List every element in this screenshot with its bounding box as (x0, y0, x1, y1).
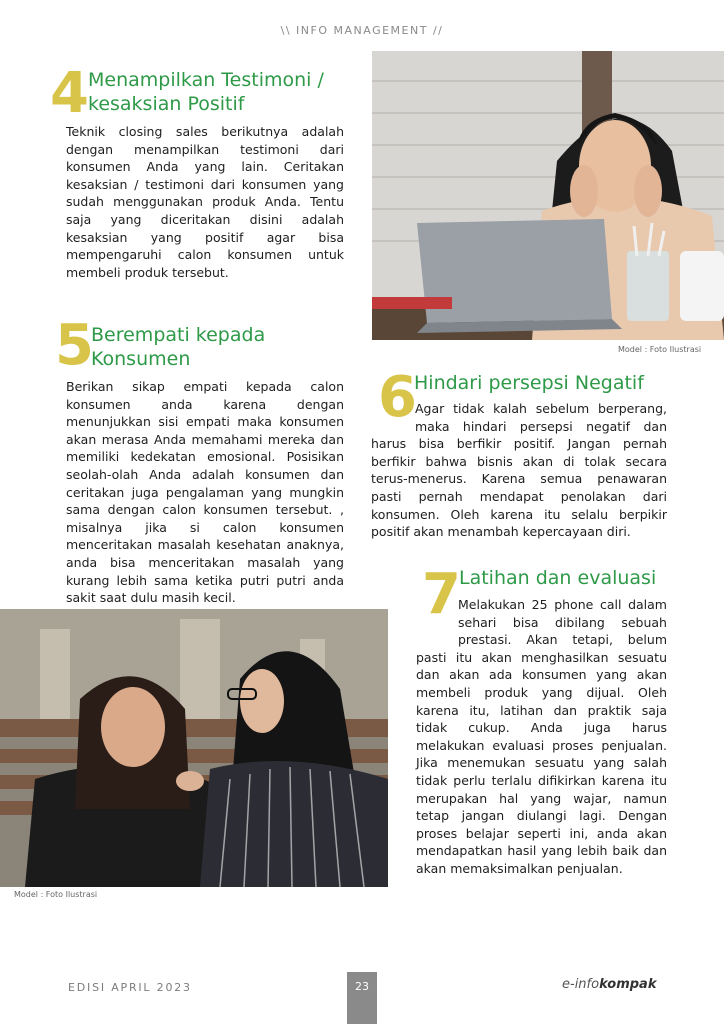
brand-prefix: e-info (562, 977, 600, 992)
section-number-6: 6 (378, 365, 417, 430)
section-body-4: Teknik closing sales berikutnya adalah dengan menampilkan testimoni dari konsumen Anda yang lain. Ceritakan kesaksian / testimoni dari konsumen yang sudah menggunakan produk Anda. Tentu saja yang diceritakan disini adalah kesaksian yang positif agar bisa mempengaruhi calon konsumen untuk membeli produk tersebut. (66, 124, 344, 280)
section-body-7-text: Melakukan 25 phone call dalam sehari bisa dibilang sebuah prestasi. Akan tetapi, belum pasti itu akan menghasilkan sesuatu dan akan ada konsumen yang akan membeli produk yang dijual. Oleh karena itu, latihan dan praktik saja tidak cukup. Anda juga harus melakukan evaluasi proses penjualan. Jika menemukan sesuatu yang salah tidak perlu terlalu difikirkan karena itu merupakan hal yang wajar, namun tetap jangan diulangi lagi. Dengan proses belajar seperti ini, anda akan mendapatkan hasil yang lebih baik dan akan memaksimalkan penjualan. (416, 597, 667, 876)
section-body-7 (416, 596, 667, 878)
brand-logo (562, 977, 656, 992)
section-number-7: 7 (422, 562, 461, 627)
section-title-4-line2: kesaksian Positif (88, 93, 245, 115)
brand-bold: kompak (599, 977, 657, 992)
section-title-5-line1: Berempati kepada (91, 324, 266, 346)
section-title-5 (91, 323, 341, 371)
section-body-6-text: Agar tidak kalah sebelum berperang, maka hindari persepsi negatif dan harus bisa berfikir positif. Jangan pernah berfikir bahwa bisnis akan di tolak secara terus-menerus. Karena semua penawaran pasti pernah mendapat penolakan dari konsumen. Oleh karena itu selalu berpikir positif akan menambah kepercayaan diri. (371, 401, 667, 540)
section-title-5-line2: Konsumen (91, 348, 191, 370)
page-number-box (347, 972, 377, 1024)
photo-stressed-woman-laptop (372, 51, 724, 340)
section-title-4-line1: Menampilkan Testimoni / (88, 69, 324, 91)
section-body-5: Berikan sikap empati kepada calon konsumen anda karena dengan menunjukkan sisi empati maka konsumen akan merasa Anda memahami mereka dan memiliki kedekatan emosional. Posisikan seolah-olah Anda adalah konsumen dan ceritakan juga pengalaman yang mungkin sama dengan calon konsumen tersebut. , misalnya jika si calon konsumen menceritakan masalah kesehatan anaknya, anda bisa menceritakan masalah yang kurang lebih sama ketika putri putri anda sakit saat dulu masih kecil. (66, 379, 344, 606)
section-title-4 (88, 68, 358, 116)
section-number-4: 4 (50, 61, 89, 126)
page-number: 23 (355, 980, 369, 993)
photo2-caption: Model : Foto Ilustrasi (14, 890, 98, 899)
magazine-section-header: \\ INFO MANAGEMENT // (280, 24, 444, 37)
photo1-caption: Model : Foto Ilustrasi (618, 345, 702, 354)
photo-two-women-comforting (0, 609, 388, 887)
section-title-7: Latihan dan evaluasi (459, 567, 657, 589)
section-title-6: Hindari persepsi Negatif (414, 372, 644, 394)
section-body-6 (371, 400, 667, 541)
section-7-indent (416, 596, 458, 640)
section-6-indent (371, 400, 415, 426)
edition-label: EDISI APRIL 2023 (68, 981, 192, 994)
section-number-5: 5 (55, 313, 94, 378)
